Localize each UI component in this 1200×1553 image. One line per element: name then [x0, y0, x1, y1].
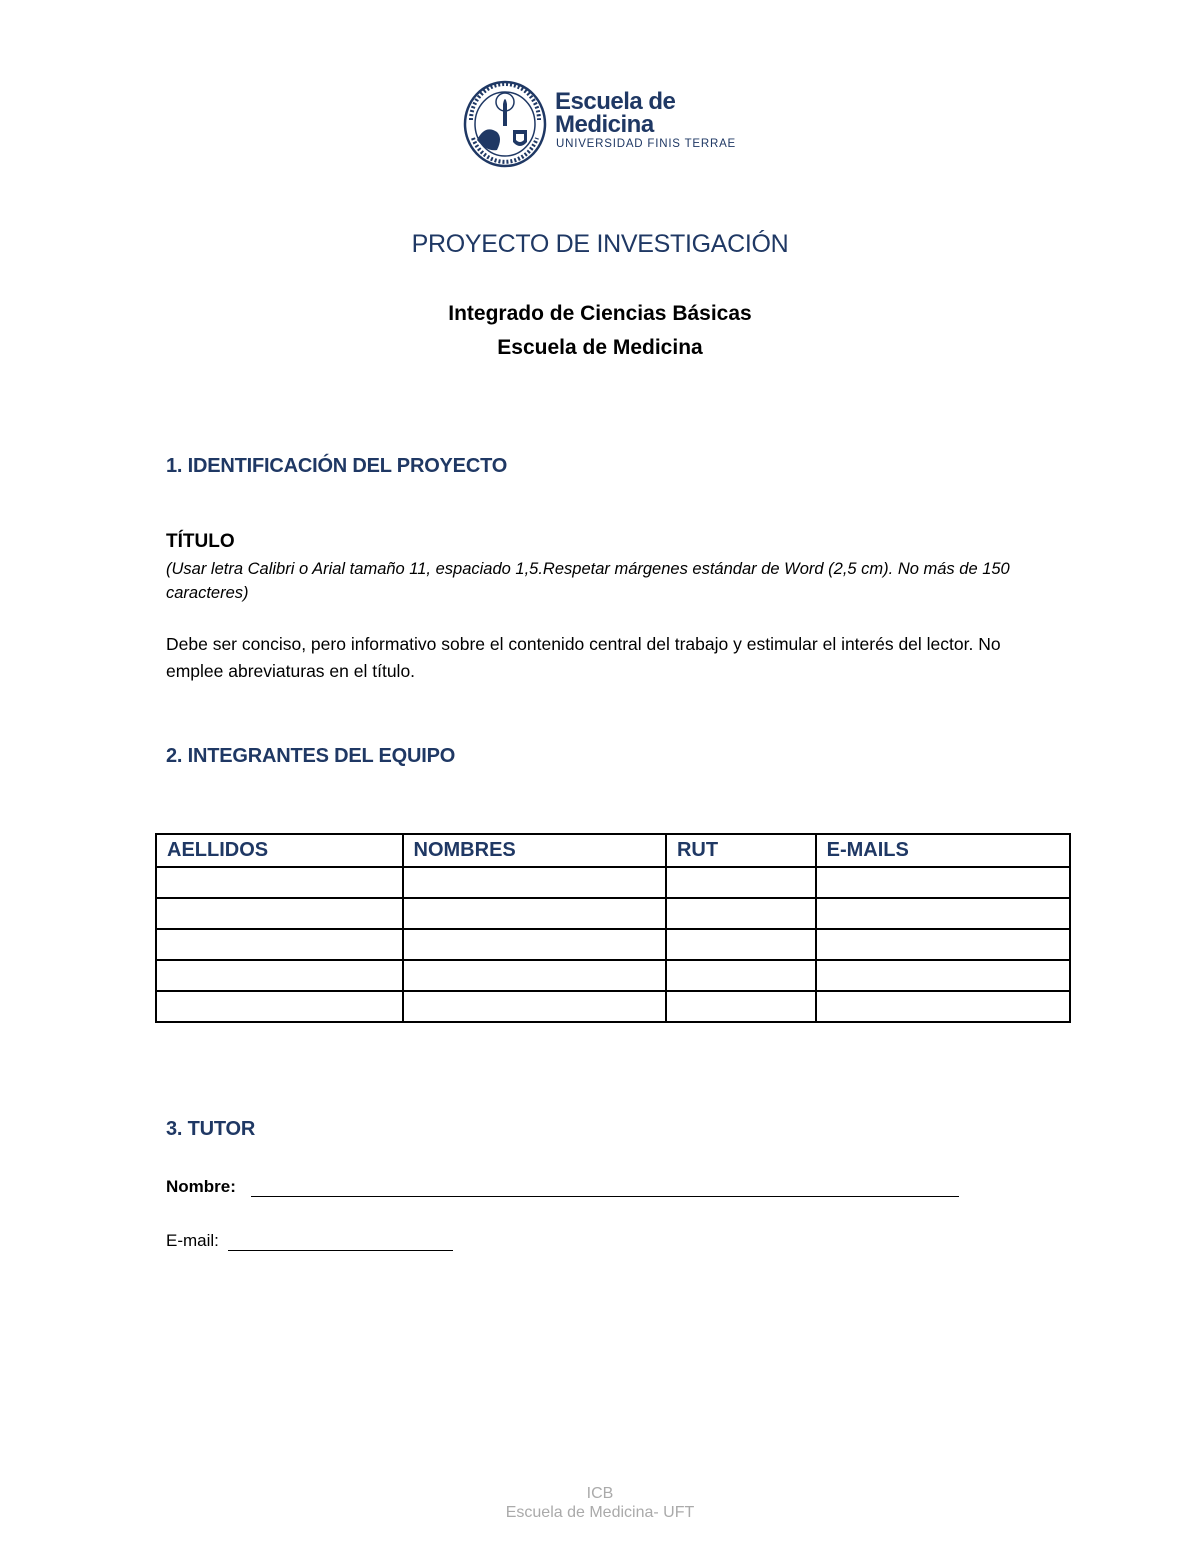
section-heading-team: 2. INTEGRANTES DEL EQUIPO — [166, 745, 456, 767]
school-logo — [463, 80, 753, 170]
footer-icb: ICB — [586, 1485, 614, 1502]
table-row — [156, 867, 1070, 898]
table-cell[interactable] — [666, 960, 816, 991]
table-cell[interactable] — [666, 898, 816, 929]
table-cell[interactable] — [403, 898, 666, 929]
table-header-row — [156, 834, 1070, 867]
section-heading-identification: 1. IDENTIFICACIÓN DEL PROYECTO — [166, 455, 508, 477]
table-row — [156, 898, 1070, 929]
tutor-name-label: Nombre: — [166, 1177, 236, 1196]
table-cell[interactable] — [156, 960, 403, 991]
table-cell[interactable] — [403, 991, 666, 1022]
table-row — [156, 960, 1070, 991]
table-cell[interactable] — [816, 867, 1070, 898]
title-format-note: (Usar letra Calibri o Arial tamaño 11, espaciado 1,5.Respetar márgenes estándar de Word (2,5 cm). No más de 150 caracteres) — [166, 560, 1010, 602]
column-header-rut: RUT — [666, 834, 816, 867]
tutor-name-field[interactable] — [251, 1196, 959, 1197]
table-cell[interactable] — [816, 960, 1070, 991]
table-cell[interactable] — [156, 929, 403, 960]
table-cell[interactable] — [666, 991, 816, 1022]
table-cell[interactable] — [666, 929, 816, 960]
table-cell[interactable] — [403, 867, 666, 898]
title-instructions: Debe ser conciso, pero informativo sobre el contenido central del trabajo y estimular el interés del lector. No emplee abreviaturas en el título. — [166, 634, 1001, 681]
title-label: TÍTULO — [166, 531, 235, 552]
table-cell[interactable] — [156, 991, 403, 1022]
logo-text-university: UNIVERSIDAD FINIS TERRAE — [556, 138, 737, 150]
table-cell[interactable] — [816, 898, 1070, 929]
tutor-email-label: E-mail: — [166, 1231, 219, 1250]
section-heading-tutor: 3. TUTOR — [166, 1118, 256, 1140]
logo-text-escuela: Escuela de — [555, 88, 676, 115]
table-cell[interactable] — [666, 867, 816, 898]
column-header-nombres: NOMBRES — [403, 834, 666, 867]
document-title: PROYECTO DE INVESTIGACIÓN — [411, 230, 789, 258]
logo-text-medicina: Medicina — [555, 111, 654, 138]
table-row — [156, 929, 1070, 960]
table-cell[interactable] — [403, 960, 666, 991]
footer-school: Escuela de Medicina- UFT — [505, 1504, 695, 1521]
team-members-table — [155, 833, 1071, 1023]
table-row — [156, 991, 1070, 1022]
tutor-email-field[interactable] — [228, 1250, 453, 1251]
table-cell[interactable] — [156, 898, 403, 929]
university-seal-icon — [463, 80, 547, 168]
table-cell[interactable] — [816, 929, 1070, 960]
table-cell[interactable] — [156, 867, 403, 898]
table-cell[interactable] — [403, 929, 666, 960]
column-header-emails: E-MAILS — [816, 834, 1070, 867]
document-subtitle-school: Escuela de Medicina — [497, 336, 703, 359]
table-cell[interactable] — [816, 991, 1070, 1022]
document-subtitle-course: Integrado de Ciencias Básicas — [448, 302, 752, 325]
column-header-apellidos: AELLIDOS — [156, 834, 403, 867]
